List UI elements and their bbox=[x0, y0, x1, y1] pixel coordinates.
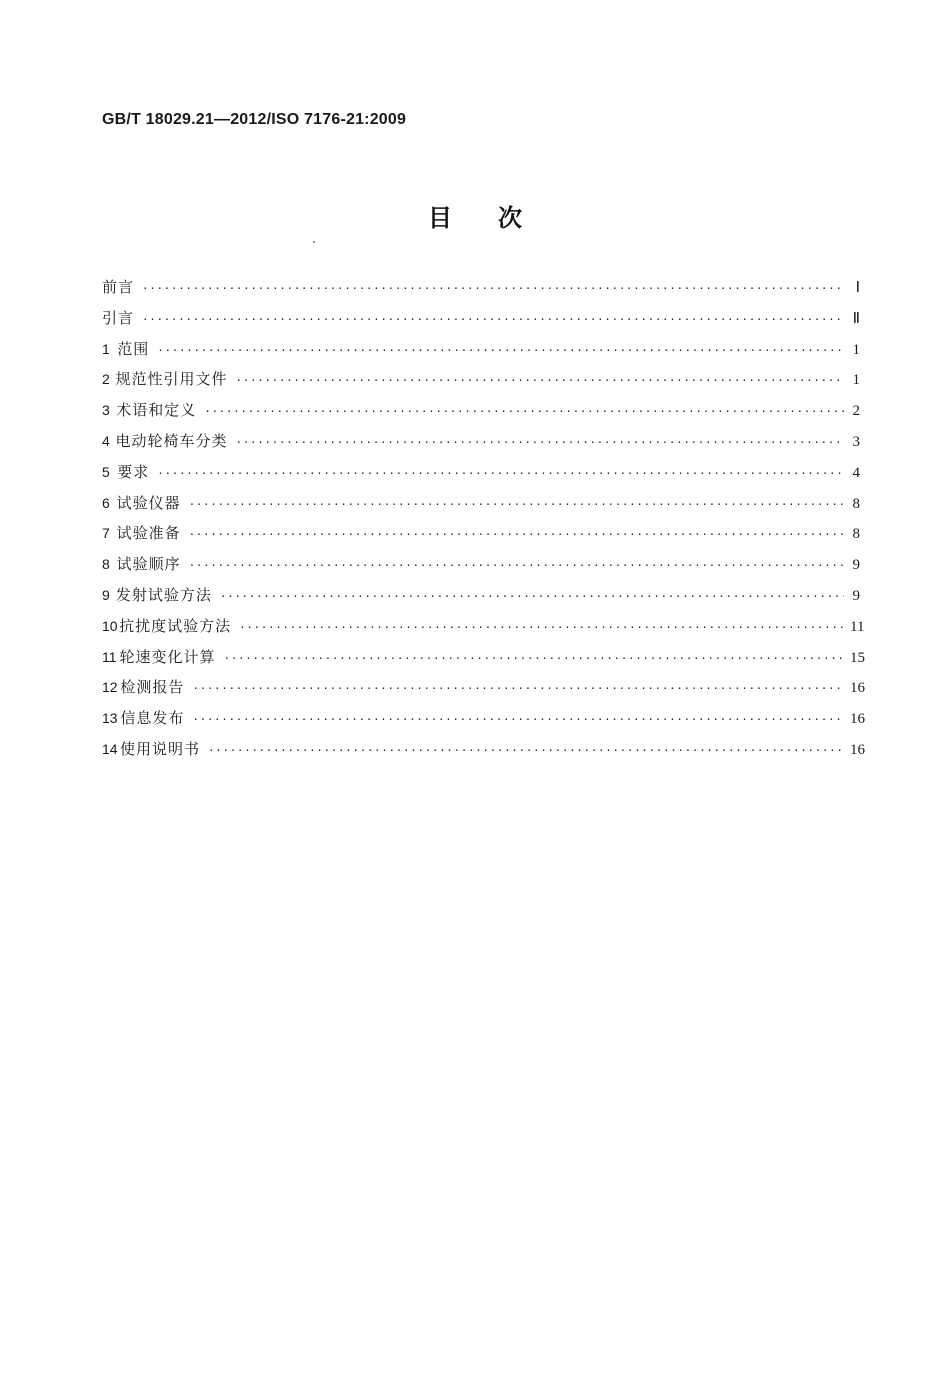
toc-entry-page: 16 bbox=[850, 741, 865, 758]
toc-entry-title: 术语和定义 bbox=[116, 401, 197, 420]
toc-entry-1[interactable] bbox=[102, 338, 860, 369]
toc-entry-foreword[interactable] bbox=[102, 276, 860, 307]
toc-entry-number: 9 bbox=[102, 586, 110, 603]
toc-entry-12[interactable] bbox=[102, 676, 865, 707]
toc-entry-number: 1 bbox=[102, 340, 110, 357]
toc-entry-title: 范围 bbox=[117, 339, 150, 358]
toc-entry-number: 12 bbox=[102, 679, 118, 696]
toc-leader-dots bbox=[224, 652, 844, 665]
toc-entry-5[interactable] bbox=[102, 461, 860, 492]
toc-leader-dots bbox=[236, 374, 844, 387]
toc-entry-number: 14 bbox=[102, 740, 118, 757]
toc-entry-page: 1 bbox=[852, 341, 860, 358]
scan-speck bbox=[313, 241, 315, 243]
toc-leader-dots bbox=[142, 282, 844, 295]
toc-entry-number: 3 bbox=[102, 402, 110, 419]
toc-entry-title: 试验顺序 bbox=[116, 555, 181, 574]
toc-entry-title: 发射试验方法 bbox=[115, 585, 212, 604]
toc-entry-number: 5 bbox=[102, 463, 110, 480]
toc-entry-page: 4 bbox=[852, 464, 860, 481]
toc-leader-dots bbox=[204, 405, 844, 418]
toc-entry-9[interactable] bbox=[102, 584, 860, 615]
toc-entry-title: 使用说明书 bbox=[119, 739, 200, 758]
toc-leader-dots bbox=[208, 744, 844, 757]
toc-entry-title: 电动轮椅车分类 bbox=[115, 431, 228, 450]
toc-entry-7[interactable] bbox=[102, 522, 860, 553]
toc-leader-dots bbox=[189, 559, 844, 572]
toc-entry-13[interactable] bbox=[102, 707, 865, 738]
toc-leader-dots bbox=[192, 682, 844, 695]
toc-entry-number: 13 bbox=[102, 710, 118, 727]
toc-entry-14[interactable] bbox=[102, 738, 865, 769]
toc-entry-number: 7 bbox=[102, 525, 110, 542]
toc-entry-title: 信息发布 bbox=[120, 709, 185, 728]
toc-entry-page: 9 bbox=[852, 557, 860, 574]
toc-entry-title: 规范性引用文件 bbox=[115, 370, 228, 389]
toc-entry-page: 1 bbox=[852, 372, 860, 389]
toc-leader-dots bbox=[192, 713, 844, 726]
toc-entry-number: 6 bbox=[102, 494, 110, 511]
toc-leader-dots bbox=[239, 621, 844, 634]
toc-leader-dots bbox=[236, 436, 844, 449]
toc-leader-dots bbox=[189, 498, 844, 511]
toc-entry-title: 引言 bbox=[102, 308, 135, 327]
toc-entry-10[interactable] bbox=[102, 615, 865, 646]
toc-entry-4[interactable] bbox=[102, 430, 860, 461]
toc-leader-dots bbox=[157, 344, 844, 357]
toc-entry-title: 试验准备 bbox=[116, 524, 181, 543]
toc-entry-introduction[interactable] bbox=[102, 307, 860, 338]
toc-entry-page: 2 bbox=[852, 403, 860, 420]
toc-entry-page: 16 bbox=[850, 711, 865, 728]
toc-entry-title: 轮速变化计算 bbox=[119, 647, 216, 666]
toc-entry-page: 3 bbox=[852, 433, 860, 450]
toc-entry-page: Ⅰ bbox=[855, 280, 860, 296]
toc-entry-8[interactable] bbox=[102, 553, 860, 584]
toc-entry-title: 要求 bbox=[117, 462, 150, 481]
toc-leader-dots bbox=[220, 590, 844, 603]
toc-entry-page: Ⅱ bbox=[852, 310, 860, 327]
document-identifier: GB/T 18029.21—2012/ISO 7176-21:2009 bbox=[102, 111, 407, 128]
toc-entry-number: 11 bbox=[102, 648, 117, 665]
toc-entry-number: 10 bbox=[102, 617, 118, 634]
toc-entry-title: 检测报告 bbox=[120, 678, 185, 697]
toc-entry-page: 11 bbox=[850, 618, 865, 635]
toc-title: 目次 bbox=[428, 204, 568, 232]
toc-entry-page: 8 bbox=[852, 495, 860, 512]
toc-entry-6[interactable] bbox=[102, 492, 860, 523]
toc-leader-dots bbox=[142, 313, 844, 326]
toc-entry-2[interactable] bbox=[102, 368, 860, 399]
toc-entry-number: 2 bbox=[102, 371, 110, 388]
toc-entry-number: 8 bbox=[102, 556, 110, 573]
table-of-contents bbox=[102, 276, 865, 769]
toc-entry-page: 9 bbox=[852, 587, 860, 604]
toc-entry-page: 15 bbox=[850, 649, 865, 666]
toc-entry-number: 4 bbox=[102, 432, 110, 449]
toc-entry-title: 前言 bbox=[102, 278, 135, 296]
toc-leader-dots bbox=[189, 528, 844, 541]
toc-leader-dots bbox=[157, 467, 844, 480]
toc-entry-title: 试验仪器 bbox=[116, 493, 181, 512]
toc-entry-page: 16 bbox=[850, 680, 865, 697]
toc-entry-page: 8 bbox=[852, 526, 860, 543]
toc-entry-11[interactable] bbox=[102, 646, 865, 677]
toc-entry-3[interactable] bbox=[102, 399, 860, 430]
toc-entry-title: 抗扰度试验方法 bbox=[119, 616, 232, 635]
